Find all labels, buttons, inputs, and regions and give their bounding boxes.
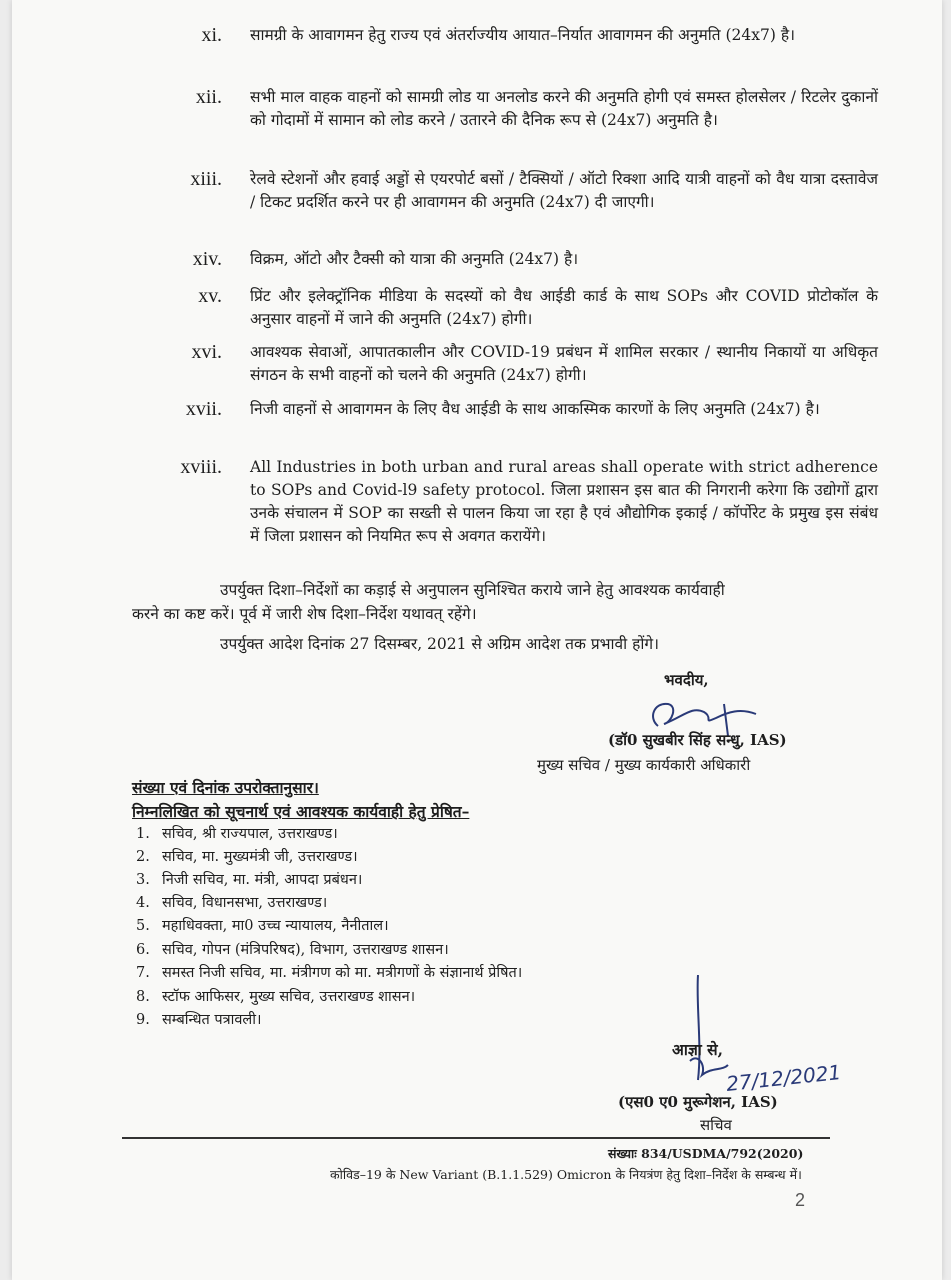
salutation: भवदीय, (664, 671, 709, 689)
clause-text: सभी माल वाहक वाहनों को सामग्री लोड या अनलोड करने की अनुमति होगी एवं समस्त होलसेलर / रिटलेर दुकानों को गोदामों में सामान को लोड करने / उतारने की दैनिक रूप से (24x7) अनुमति है। (250, 88, 878, 129)
item-number: 9. (136, 1012, 150, 1028)
clause-text: रेलवे स्टेशनों और हवाई अड्डों से एयरपोर्ट बसों / टैक्सियों / ऑटो रिक्शा आदि यात्री वाहनों को वैध यात्रा दस्तावेज / टिकट प्रदर्शित करने पर ही आवागमन की अनुमति (24x7) दी जाएगी। (250, 170, 878, 211)
distribution-item (136, 1009, 262, 1029)
clause-text: All Industries in both urban and rural areas shall operate with strict adherence to SOPs and Covid-l9 safety protocol. जिला प्रशासन इस बात की निगरानी करेगा कि उद्योगों द्वारा उनके संचालन में SOP का सख्ती से पालन किया जा रहा है एवं औद्योगिक इकाई / कॉर्पोरेट के प्रमुख इस संबंध में जिला प्रशासन को नियमित रूप से अवगत करायेंगे। (250, 458, 878, 545)
clause-number: xv. (198, 285, 222, 307)
reference-number: संख्याः 834/USDMA/792(2020) (608, 1146, 804, 1161)
signatory-name: (एस0 ए0 मुरूगेशन, IAS) (618, 1093, 778, 1111)
signature-mark (668, 975, 758, 1085)
clause-number: xi. (201, 24, 222, 46)
signatory-designation: सचिव (700, 1116, 732, 1134)
clause-number: xii. (195, 86, 222, 108)
distribution-heading: निम्नलिखित को सूचनार्थ एवं आवश्यक कार्यवाही हेतु प्रेषित– (132, 802, 470, 821)
signatory-name: (डॉ0 सुखबीर सिंह सन्धु, IAS) (608, 731, 787, 749)
item-text: सचिव, मा. मुख्यमंत्री जी, उत्तराखण्ड। (162, 849, 358, 865)
distribution-item (136, 823, 338, 843)
item-number: 6. (136, 942, 150, 958)
item-number: 7. (136, 965, 150, 981)
by-order: आज्ञा से, (672, 1040, 724, 1059)
subject-line: कोविड–19 के New Variant (B.1.1.529) Omicron के नियत्रंण हेतु दिशा–निर्देश के सम्बन्ध में। (330, 1167, 802, 1182)
distribution-item (136, 892, 327, 912)
closing-para-line1: उपर्युक्त दिशा–निर्देशों का कड़ाई से अनुपालन सुनिश्चित कराये जाने हेतु आवश्यक कार्यवाही (220, 581, 725, 599)
item-number: 5. (136, 918, 150, 934)
clause-text: प्रिंट और इलेक्ट्रॉनिक मीडिया के सदस्यों को वैध आईडी कार्ड के साथ SOPs और COVID प्रोटोकॉल के अनुसार वाहनों में जाने की अनुमति (24x7) होगी। (250, 287, 878, 328)
footer-divider (122, 1137, 830, 1139)
clause-number: xviii. (180, 456, 222, 478)
distribution-item (136, 869, 362, 889)
item-text: समस्त निजी सचिव, मा. मंत्रीगण को मा. मत्रीगणों के संज्ञानार्थ प्रेषित। (162, 965, 523, 981)
distribution-item (136, 986, 415, 1006)
distribution-item (136, 939, 449, 959)
reference-heading: संख्या एवं दिनांक उपरोक्तानुसार। (132, 778, 319, 797)
item-number: 8. (136, 989, 150, 1005)
clause-number: xiii. (190, 168, 222, 190)
clause-text: विक्रम, ऑटो और टैक्सी को यात्रा की अनुमति (24x7) है। (250, 250, 579, 268)
item-text: निजी सचिव, मा. मंत्री, आपदा प्रबंधन। (162, 872, 363, 888)
item-text: स्टॉफ आफिसर, मुख्य सचिव, उत्तराखण्ड शासन। (162, 989, 416, 1005)
clause-text: निजी वाहनों से आवागमन के लिए वैध आईडी के साथ आकस्मिक कारणों के लिए अनुमति (24x7) है। (250, 400, 820, 418)
item-text: सचिव, विधानसभा, उत्तराखण्ड। (162, 895, 328, 911)
clause-number: xvii. (185, 398, 222, 420)
item-number: 3. (136, 872, 150, 888)
item-text: सम्बन्धित पत्रावली। (162, 1012, 262, 1028)
document-page (12, 0, 942, 1280)
clause-number: xiv. (192, 248, 222, 270)
clause-text: सामग्री के आवागमन हेतु राज्य एवं अंतर्राज्यीय आयात–निर्यात आवागमन की अनुमति (24x7) है। (250, 26, 795, 44)
item-text: सचिव, गोपन (मंत्रिपरिषद), विभाग, उत्तराखण्ड शासन। (162, 942, 449, 958)
item-text: सचिव, श्री राज्यपाल, उत्तराखण्ड। (162, 826, 338, 842)
effective-date-para: उपर्युक्त आदेश दिनांक 27 दिसम्बर, 2021 से अग्रिम आदेश तक प्रभावी होंगे। (220, 635, 659, 653)
item-number: 1. (136, 826, 150, 842)
page-number: 2 (795, 1190, 806, 1210)
distribution-item (136, 915, 389, 935)
handwritten-date: 27/12/2021 (725, 1060, 843, 1096)
item-text: महाधिवक्ता, मा0 उच्च न्यायालय, नैनीताल। (162, 918, 389, 934)
item-number: 4. (136, 895, 150, 911)
item-number: 2. (136, 849, 150, 865)
clause-text: आवश्यक सेवाओं, आपातकालीन और COVID-19 प्रबंधन में शामिल सरकार / स्थानीय निकायों या अधिकृत संगठन के सभी वाहनों को चलने की अनुमति (24x7) होगी। (250, 343, 878, 384)
signatory-designation: मुख्य सचिव / मुख्य कार्यकारी अधिकारी (537, 756, 751, 774)
distribution-item (136, 962, 522, 982)
distribution-item (136, 846, 358, 866)
clause-number: xvi. (191, 341, 222, 363)
closing-para-line2: करने का कष्ट करें। पूर्व में जारी शेष दिशा–निर्देश यथावत् रहेंगे। (132, 605, 477, 623)
